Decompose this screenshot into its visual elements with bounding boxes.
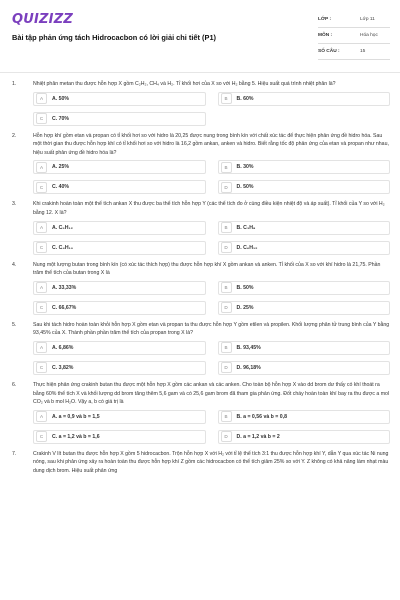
option-letter-box: D xyxy=(221,362,232,373)
option-text: C. 70% xyxy=(52,115,70,122)
option-letter-box: B xyxy=(221,162,232,173)
option-a[interactable] xyxy=(33,160,206,174)
option-letter-box: C xyxy=(36,362,47,373)
option-letter-box: C xyxy=(36,302,47,313)
option-b[interactable] xyxy=(218,92,391,106)
option-d[interactable] xyxy=(218,301,391,315)
option-text: D. 25% xyxy=(236,304,254,311)
option-text: B. 30% xyxy=(236,164,254,171)
question-text: Nung một lượng butan trong bình kín (có xúc tác thích hợp) thu được hỗn hợp khí X gồm ankan và anken. Tỉ khối của X so với khí hidro là 21,75. Phần trăm thể tích của butan trong X là xyxy=(33,261,381,277)
option-text: B. 50% xyxy=(236,284,254,291)
meta-key: LỚP : xyxy=(318,17,332,22)
question-7 xyxy=(12,450,390,476)
option-letter-box: A xyxy=(36,222,47,233)
option-text: D. a = 1,2 và b = 2 xyxy=(236,433,280,440)
option-text: C. 40% xyxy=(52,184,70,191)
option-text: B. 60% xyxy=(236,95,254,102)
option-text: D. C₆H₁₂ xyxy=(236,244,258,251)
option-a[interactable] xyxy=(33,221,206,235)
question-3 xyxy=(12,200,390,254)
option-c[interactable] xyxy=(33,241,206,255)
meta-value: 15 xyxy=(360,49,366,54)
option-letter-box: C xyxy=(36,182,47,193)
option-a[interactable] xyxy=(33,92,206,106)
option-b[interactable] xyxy=(218,410,391,424)
question-number: 4. xyxy=(12,261,17,268)
option-text: B. C₃H₈ xyxy=(236,224,256,231)
option-a[interactable] xyxy=(33,341,206,355)
meta-box xyxy=(318,12,390,60)
option-text: A. a = 0,9 và b = 1,5 xyxy=(52,413,100,420)
option-letter-box: D xyxy=(221,242,232,253)
option-letter-box: B xyxy=(221,93,232,104)
option-c[interactable] xyxy=(33,301,206,315)
option-text: D. 96,18% xyxy=(236,364,261,371)
option-a[interactable] xyxy=(33,410,206,424)
question-6 xyxy=(12,381,390,444)
option-a[interactable] xyxy=(33,281,206,295)
option-letter-box: A xyxy=(36,162,47,173)
option-c[interactable] xyxy=(33,430,206,444)
question-list xyxy=(12,80,390,482)
meta-key: SỐ CÂU : xyxy=(318,49,340,54)
meta-row-subject xyxy=(318,28,390,44)
question-number: 2. xyxy=(12,132,17,139)
question-2 xyxy=(12,132,390,195)
question-text: Thực hiện phản ứng crakinh butan thu được một hỗn hợp X gồm các ankan và các anken. Cho toàn bộ hỗn hợp X vào dd brom dư thấy có khí thoát ra bằng 60% thể tích X và khối lượng dd brom tăng thêm 5,6 gam và có 25,6 gam brom đã tham gia phản ứng. Đốt cháy hoàn toàn khí bay ra thu được a mol CO₂ và b mol H₂O. Vậy a, b có giá trị là xyxy=(33,381,390,406)
option-text: A. 6,86% xyxy=(52,344,74,351)
option-c[interactable] xyxy=(33,180,206,194)
page-title: Bài tập phản ứng tách Hidrocacbon có lời giải chi tiết (P1) xyxy=(12,33,217,42)
option-text: A. 50% xyxy=(52,95,70,102)
option-d[interactable] xyxy=(218,180,391,194)
option-text: B. a = 0,56 và b = 0,8 xyxy=(236,413,287,420)
meta-row-count xyxy=(318,44,390,60)
question-text: Hỗn hợp khí gồm etan và propan có tỉ khối hơi so với hidro là 20,25 được nung trong bình kín với chất xúc tác để thực hiện phản ứng đề hidro hóa. Sau một thời gian thu được hỗn hợp khí có tỉ khối hơi so với hidro là 16,2 gồm ankan, anken và hidro. Biết rằng tốc độ phản ứng của etan và propan như nhau, hiệu suất phản ứng đề hidro hóa là? xyxy=(33,132,389,156)
option-text: C. a = 1,2 và b = 1,6 xyxy=(52,433,100,440)
option-d[interactable] xyxy=(218,430,391,444)
question-number: 1. xyxy=(12,81,17,87)
question-5 xyxy=(12,321,390,375)
question-text: Sau khi tách hidro hoàn toàn khỏi hỗn hợp X gồm etan và propan ta thu được hỗn hợp Y gồm etilen và propilen. Khối lượng phân tử trung bình của Y bằng 93,45% của X. Thành phần phần trăm thể tích của propan trong X là? xyxy=(33,321,390,337)
option-letter-box: D xyxy=(221,302,232,313)
option-letter-box: D xyxy=(221,182,232,193)
option-letter-box: A xyxy=(36,411,47,422)
option-text: C. C₄H₁₀ xyxy=(52,244,74,251)
meta-value: Hóa học xyxy=(360,33,378,38)
option-text: C. 3,82% xyxy=(52,364,74,371)
meta-key: MÔN : xyxy=(318,33,333,38)
option-b[interactable] xyxy=(218,221,391,235)
option-c[interactable] xyxy=(33,112,206,126)
option-letter-box: B xyxy=(221,342,232,353)
option-letter-box: A xyxy=(36,342,47,353)
option-b[interactable] xyxy=(218,281,391,295)
question-number: 5. xyxy=(12,321,17,328)
option-letter-box: B xyxy=(221,411,232,422)
question-4 xyxy=(12,261,390,315)
quizizz-logo xyxy=(12,12,73,27)
meta-value: Lớp 11 xyxy=(360,17,375,22)
option-b[interactable] xyxy=(218,160,391,174)
meta-row-grade xyxy=(318,12,390,28)
question-number: 6. xyxy=(12,381,17,388)
option-d[interactable] xyxy=(218,241,391,255)
question-text: Nhiệt phân metan thu được hỗn hợp X gồm C₂H₂, CH₄ và H₂. Tỉ khối hơi của X so với H₂ bằng 5. Hiệu suất quá trình nhiệt phân là? xyxy=(33,81,336,87)
option-letter-box: A xyxy=(36,282,47,293)
option-letter-box: B xyxy=(221,282,232,293)
option-text: A. 25% xyxy=(52,164,70,171)
question-number: 7. xyxy=(12,450,17,457)
option-text: A. 33,33% xyxy=(52,284,77,291)
option-letter-box: C xyxy=(36,242,47,253)
header-divider xyxy=(0,72,400,73)
question-text: Crakinh V lít butan thu được hỗn hợp X gồm 5 hidrocacbon. Trộn hỗn hợp X với H₂ với tỉ lệ thể tích 3:1 thu được hỗn hợp khí Y, dẫn Y qua xúc tác Ni nung nóng, sau khi phản ứng xảy ra hoàn toàn thu được hỗn hợp khí Z gồm các hidrocacbon có thể tích giảm 25% so với Y. Z không có khả năng làm nhạt màu dung dịch brom. Hiệu suất phản ứng xyxy=(33,450,389,474)
option-letter-box: B xyxy=(221,222,232,233)
option-text: A. C₅H₁₂ xyxy=(52,224,73,231)
option-b[interactable] xyxy=(218,341,391,355)
question-1 xyxy=(12,80,390,126)
logo-text: QUIZIZZ xyxy=(12,12,73,27)
option-c[interactable] xyxy=(33,361,206,375)
option-letter-box: C xyxy=(36,113,47,124)
question-text: Khi crakinh hoàn toàn một thể tích ankan X thu được ba thể tích hỗn hợp Y (các thể tích đo ở cùng điều kiện nhiệt độ và áp suất). Tỉ khối của Y so với H₂ bằng 12. X là? xyxy=(33,201,385,216)
option-letter-box: A xyxy=(36,93,47,104)
option-text: B. 93,45% xyxy=(236,344,261,351)
option-letter-box: D xyxy=(221,431,232,442)
option-text: D. 50% xyxy=(236,184,254,191)
option-letter-box: C xyxy=(36,431,47,442)
option-d[interactable] xyxy=(218,361,391,375)
option-text: C. 66,67% xyxy=(52,304,77,311)
question-number: 3. xyxy=(12,201,17,208)
